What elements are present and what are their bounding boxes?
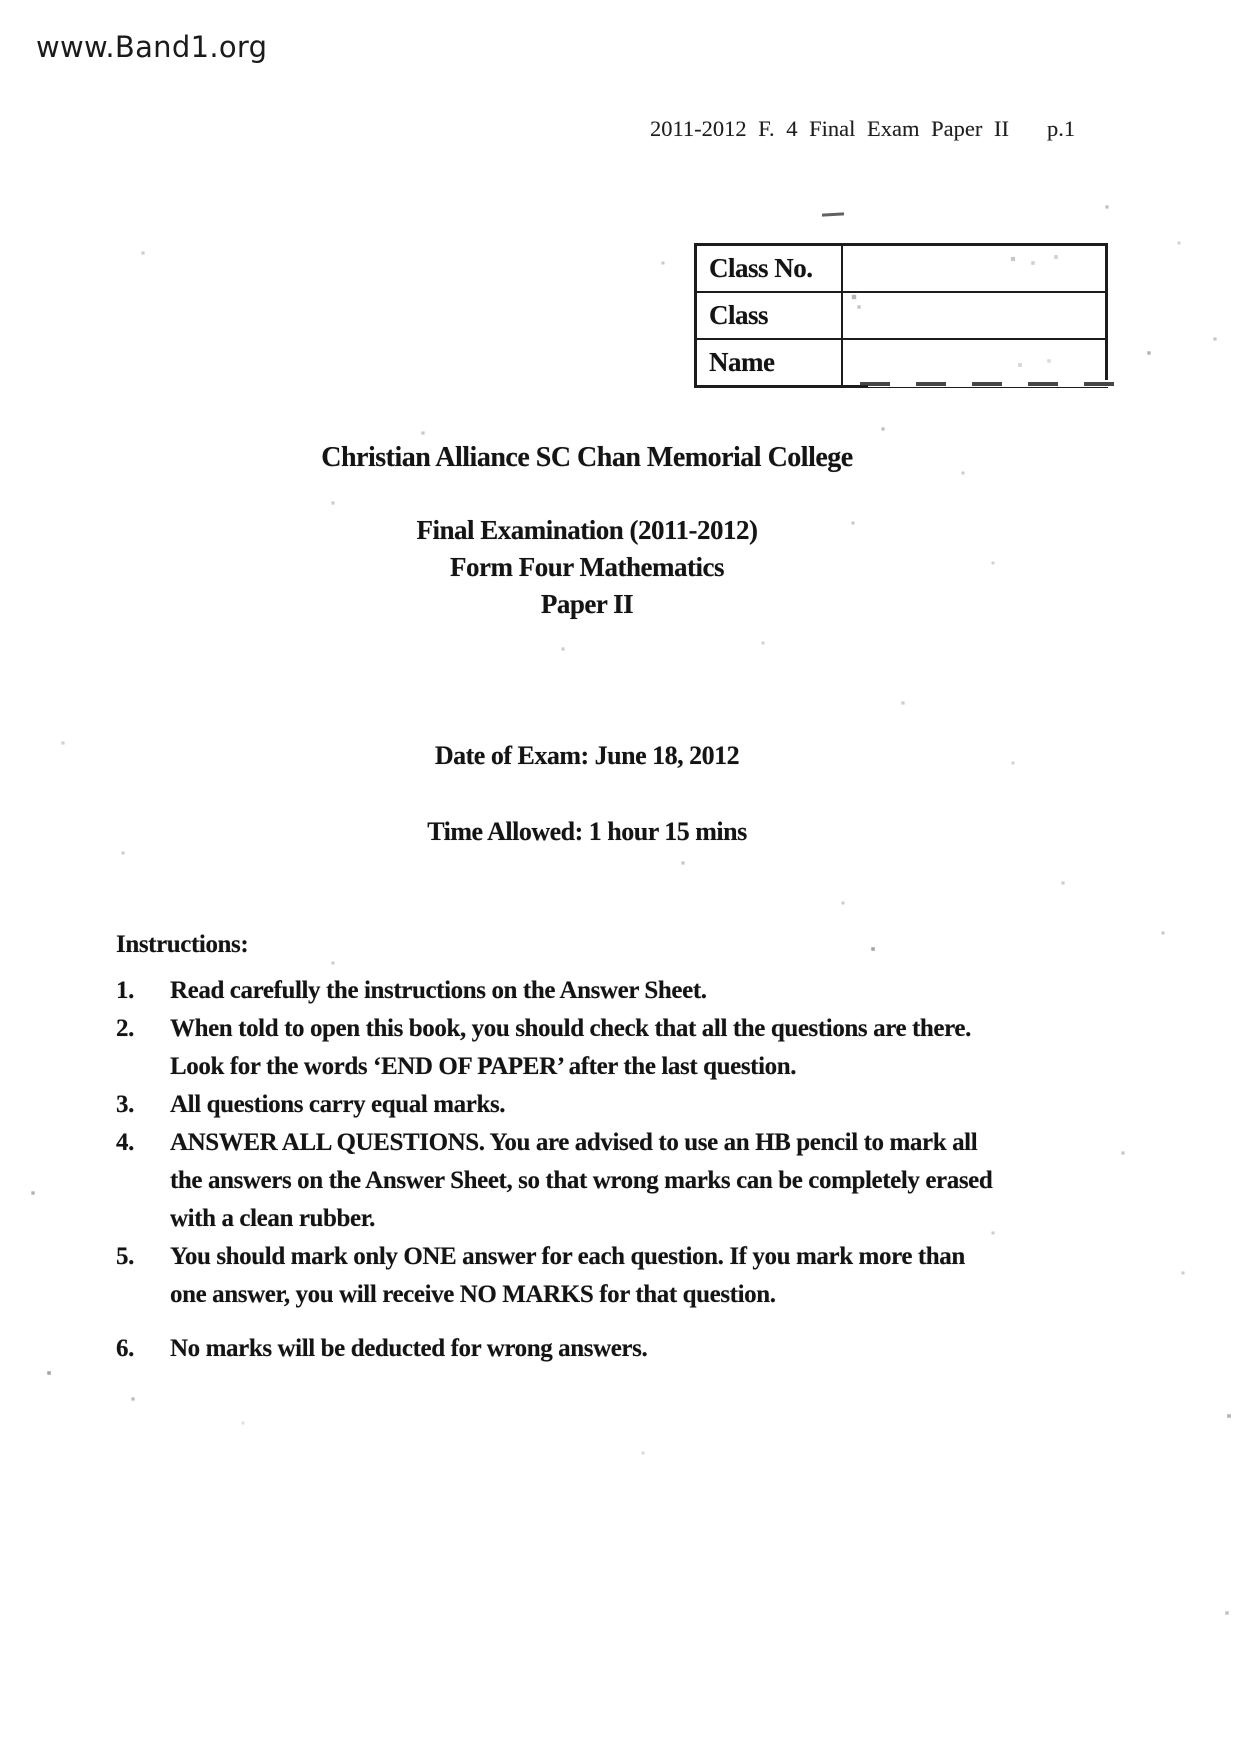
- instruction-line: with a clean rubber.: [170, 1205, 375, 1232]
- time-allowed-line: Time Allowed: 1 hour 15 mins: [427, 817, 747, 846]
- instruction-number: 2.: [116, 1015, 134, 1042]
- instruction-item-4: [116, 1124, 1066, 1238]
- exam-title: Final Examination (2011-2012): [416, 515, 758, 545]
- instruction-line: Read carefully the instructions on the Answer Sheet.: [170, 977, 707, 1004]
- instruction-number: 3.: [116, 1091, 134, 1118]
- page-header: [650, 116, 1075, 142]
- scan-artifact-dash: [822, 212, 844, 216]
- name-value-cell: [843, 340, 1105, 385]
- instruction-number: 1.: [116, 977, 134, 1004]
- instruction-text: [170, 1010, 1066, 1086]
- table-row-class: [697, 291, 1105, 338]
- student-info-table: [694, 243, 1108, 388]
- page-number: p.1: [1046, 116, 1076, 141]
- instructions-section: [116, 926, 1066, 1368]
- instruction-text: [170, 1330, 1066, 1368]
- instruction-text: [170, 1238, 1066, 1314]
- instruction-line: one answer, you will receive NO MARKS for that question.: [170, 1281, 776, 1308]
- class-label: Class: [697, 293, 843, 338]
- site-watermark: www.Band1.org: [36, 30, 268, 64]
- instruction-line: the answers on the Answer Sheet, so that wrong marks can be completely erased: [170, 1167, 993, 1194]
- instruction-item-6: [116, 1330, 1066, 1368]
- instruction-number: 4.: [116, 1129, 134, 1156]
- exam-subject: Form Four Mathematics: [450, 552, 724, 582]
- instruction-text: [170, 972, 1066, 1010]
- instruction-item-5: [116, 1238, 1066, 1314]
- instruction-line: Look for the words ‘END OF PAPER’ after the last question.: [170, 1053, 797, 1080]
- name-label: Name: [697, 340, 843, 385]
- instruction-number: 5.: [116, 1243, 134, 1270]
- instruction-line: All questions carry equal marks.: [170, 1091, 506, 1118]
- class-value-cell: [843, 293, 1105, 338]
- exam-reference: 2011-2012 F. 4 Final Exam Paper II: [650, 116, 1009, 141]
- instruction-text: [170, 1124, 1066, 1238]
- instruction-number: 6.: [116, 1335, 134, 1362]
- instruction-item-1: [116, 972, 1066, 1010]
- class-no-label: Class No.: [697, 246, 843, 291]
- table-row-name: [697, 338, 1105, 385]
- scan-artifact-dashed-border: [860, 382, 1128, 386]
- instruction-item-2: [116, 1010, 1066, 1086]
- class-no-value-cell: [843, 246, 1105, 291]
- scan-noise-speckles: [0, 0, 2, 2]
- instruction-line: You should mark only ONE answer for each question. If you mark more than: [170, 1243, 965, 1270]
- instructions-heading: Instructions:: [116, 931, 249, 958]
- instruction-line: No marks will be deducted for wrong answers.: [170, 1335, 648, 1362]
- exam-date-line: Date of Exam: June 18, 2012: [434, 741, 740, 770]
- instruction-line: ANSWER ALL QUESTIONS. You are advised to use an HB pencil to mark all: [170, 1129, 978, 1156]
- instruction-item-3: [116, 1086, 1066, 1124]
- instruction-text: [170, 1086, 1066, 1124]
- table-row-class-no: [697, 246, 1105, 291]
- exam-paper-label: Paper II: [540, 589, 634, 619]
- school-name: Christian Alliance SC Chan Memorial College: [321, 442, 853, 473]
- instruction-line: When told to open this book, you should check that all the questions are there.: [170, 1015, 971, 1042]
